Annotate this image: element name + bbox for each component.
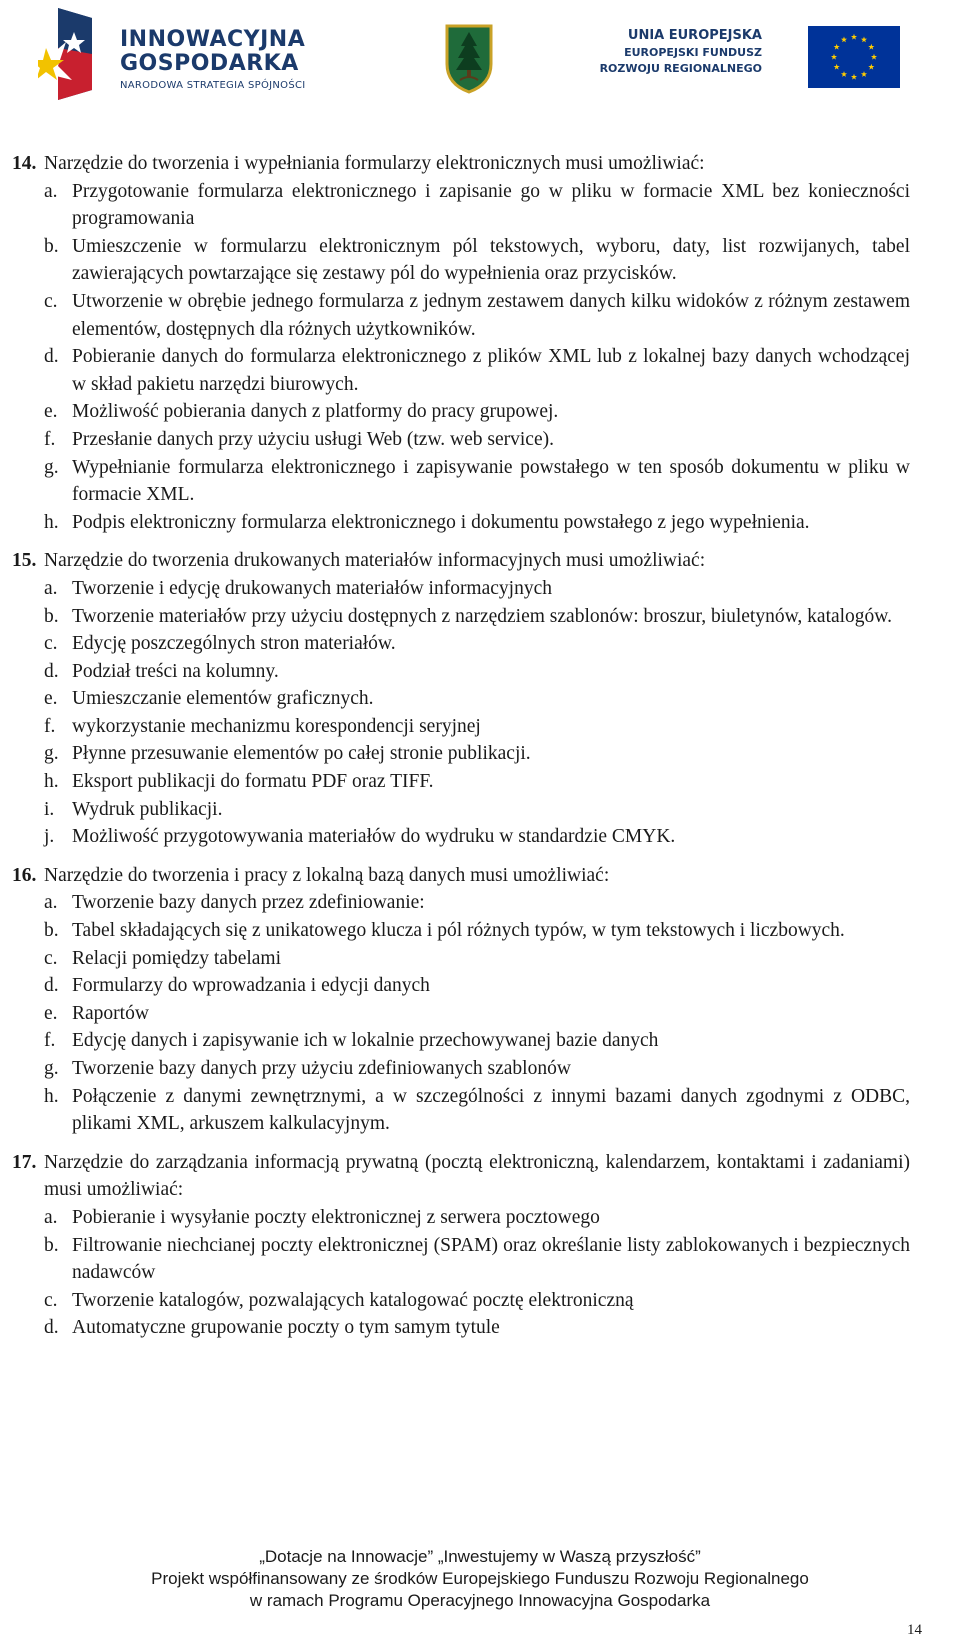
list-item-text: Automatyczne grupowanie poczty o tym samym tytule	[72, 1317, 500, 1339]
section-heading	[0, 150, 960, 178]
list-item-letter: d.	[44, 660, 59, 682]
section-number: 17.	[12, 1151, 37, 1173]
list-item-letter: i.	[44, 798, 55, 820]
section-number: 14.	[12, 153, 37, 174]
list-item	[0, 1287, 960, 1315]
list-item	[0, 740, 960, 768]
list-item-text: Tworzenie materiałów przy użyciu dostępnych z narzędziem szablonów: broszur, biuletynów, katalogów.	[72, 605, 892, 627]
list-item	[0, 509, 960, 537]
list-item	[0, 603, 960, 631]
list-item-text: Tworzenie katalogów, pozwalających katalogować pocztę elektroniczną	[72, 1289, 634, 1311]
eu-logo-line2: EUROPEJSKI FUNDUSZ	[624, 46, 762, 59]
list-item-letter: c.	[44, 1289, 58, 1311]
eu-logo-line3: ROZWOJU REGIONALNEGO	[599, 62, 762, 75]
list-item-letter: g.	[44, 456, 59, 478]
section-title: Narzędzie do tworzenia drukowanych materiałów informacyjnych musi umożliwiać:	[44, 550, 706, 572]
list-item	[0, 945, 960, 973]
list-item	[0, 917, 960, 945]
list-item-text: Możliwość pobierania danych z platformy do pracy grupowej.	[72, 401, 559, 423]
ig-logo-flag-icon	[38, 8, 118, 100]
list-item-letter: h.	[44, 511, 59, 533]
list-item-text: Filtrowanie niechcianej poczty elektronicznej (SPAM) oraz określanie listy zablokowanych i bezpiecznych nadawców	[72, 1234, 910, 1284]
list-item-letter: e.	[44, 688, 58, 710]
section-title: Narzędzie do zarządzania informacją prywatną (pocztą elektroniczną, kalendarzem, kontaktami i zadaniami) musi umożliwiać:	[44, 1151, 910, 1201]
list-item	[0, 713, 960, 741]
list-item-letter: e.	[44, 1002, 58, 1024]
list-item	[0, 1027, 960, 1055]
list-item	[0, 630, 960, 658]
list-item	[0, 426, 960, 454]
section-number: 16.	[12, 864, 37, 886]
eu-flag-icon	[808, 26, 900, 88]
list-item-text: Umieszczenie w formularzu elektronicznym pól tekstowych, wyboru, daty, list rozwijanych, tabel zawierających powtarzające się zestawy pól do wypełnienia oraz przycisków.	[72, 235, 910, 285]
footer-slogan: „Dotacje na Innowacje” „Inwestujemy w Waszą przyszłość”	[259, 1547, 701, 1566]
coat-of-arms-crest	[444, 24, 494, 94]
list-item-letter: d.	[44, 346, 59, 368]
requirement-section	[0, 1149, 960, 1342]
list-item-text: Tabel składających się z unikatowego klucza i pól różnych typów, w tym tekstowych i liczbowych.	[72, 920, 845, 942]
list-item-letter: c.	[44, 290, 58, 312]
section-heading	[0, 547, 960, 575]
section-heading	[0, 862, 960, 890]
list-item-text: Możliwość przygotowywania materiałów do wydruku w standardzie CMYK.	[72, 826, 676, 848]
list-item-text: Przygotowanie formularza elektronicznego i zapisanie go w pliku w formacie XML bez konieczności programowania	[72, 180, 910, 230]
list-item-text: Pobieranie danych do formularza elektronicznego z plików XML lub z lokalnej bazy danych wchodzącej w skład pakietu narzędzi biurowych.	[72, 346, 910, 395]
list-item	[0, 685, 960, 713]
list-item-letter: c.	[44, 947, 58, 969]
section-number: 15.	[12, 550, 37, 572]
list-item-text: Tworzenie i edycję drukowanych materiałów informacyjnych	[72, 577, 552, 599]
list-item	[0, 768, 960, 796]
list-item	[0, 1204, 960, 1232]
list-item	[0, 454, 960, 509]
list-item-letter: f.	[44, 715, 56, 737]
list-item-text: Eksport publikacji do formatu PDF oraz TIFF.	[72, 771, 434, 793]
list-item-text: Płynne przesuwanie elementów po całej stronie publikacji.	[72, 743, 531, 765]
list-item-letter: b.	[44, 235, 59, 257]
list-item	[0, 823, 960, 851]
ig-logo-line1: INNOWACYJNA	[120, 27, 306, 52]
list-item-text: wykorzystanie mechanizmu korespondencji seryjnej	[72, 715, 481, 737]
list-item-text: Edycję danych i zapisywanie ich w lokalnie przechowywanej bazie danych	[72, 1030, 659, 1052]
list-item-text: Przesłanie danych przy użyciu usługi Web (tzw. web service).	[72, 428, 554, 450]
list-item-letter: h.	[44, 771, 59, 793]
list-item-letter: a.	[44, 892, 58, 914]
list-item	[0, 178, 960, 233]
eu-logo-line1: UNIA EUROPEJSKA	[627, 28, 762, 43]
list-item	[0, 575, 960, 603]
list-item-letter: j.	[44, 826, 55, 848]
list-item-text: Relacji pomiędzy tabelami	[72, 947, 282, 969]
footer-cofinancing-note: Projekt współfinansowany ze środków Europejskiego Funduszu Rozwoju Regionalnego	[151, 1569, 809, 1588]
requirement-section	[0, 547, 960, 851]
list-item-text: Tworzenie bazy danych przez zdefiniowanie:	[72, 892, 425, 914]
list-item-letter: g.	[44, 743, 59, 765]
section-heading	[0, 1149, 960, 1204]
section-title: Narzędzie do tworzenia i pracy z lokalną bazą danych musi umożliwiać:	[44, 864, 610, 886]
ig-logo-line3: NARODOWA STRATEGIA SPÓJNOŚCI	[120, 80, 306, 91]
list-item-text: Wypełnianie formularza elektronicznego i zapisywanie powstałego w ten sposób dokumentu w pliku w formacie XML.	[72, 456, 910, 506]
list-item	[0, 796, 960, 824]
ig-logo-line2: GOSPODARKA	[120, 51, 299, 76]
requirement-section	[0, 862, 960, 1138]
list-item	[0, 889, 960, 917]
list-item-letter: e.	[44, 401, 58, 423]
list-item-text: Utworzenie w obrębie jednego formularza z jednym zestawem danych kilku widoków z różnym zestawem elementów, dostępnych dla różnych użytkowników.	[72, 290, 910, 340]
page-number: 14	[907, 1622, 922, 1638]
list-item-text: Połączenie z danymi zewnętrznymi, a w szczególności z innymi bazami danych zgodnymi z ODBC, plikami XML, arkuszem kalkulacyjnym.	[72, 1085, 910, 1135]
list-item-letter: h.	[44, 1085, 59, 1107]
list-item	[0, 658, 960, 686]
list-item-letter: g.	[44, 1058, 59, 1079]
list-item	[0, 288, 960, 343]
eu-erdf-logo	[599, 26, 900, 96]
list-item-letter: f.	[44, 1030, 56, 1052]
list-item-text: Formularzy do wprowadzania i edycji danych	[72, 975, 430, 997]
list-item	[0, 343, 960, 398]
list-item-text: Tworzenie bazy danych przy użyciu zdefiniowanych szablonów	[72, 1058, 571, 1079]
list-item-letter: a.	[44, 180, 58, 202]
list-item-text: Raportów	[72, 1002, 149, 1024]
list-item-letter: b.	[44, 1234, 59, 1256]
list-item	[0, 972, 960, 1000]
document-body	[0, 150, 960, 1353]
page-footer	[0, 1546, 960, 1612]
list-item-text: Edycję poszczególnych stron materiałów.	[72, 633, 396, 655]
list-item-text: Wydruk publikacji.	[72, 798, 223, 820]
list-item	[0, 1000, 960, 1028]
list-item	[0, 1083, 960, 1138]
list-item-letter: d.	[44, 1317, 59, 1339]
list-item-letter: c.	[44, 633, 58, 655]
list-item	[0, 1055, 960, 1083]
list-item-letter: d.	[44, 975, 59, 997]
list-item	[0, 1314, 960, 1342]
requirement-section	[0, 150, 960, 536]
list-item	[0, 398, 960, 426]
list-item-letter: a.	[44, 1206, 58, 1228]
list-item-letter: a.	[44, 577, 58, 599]
list-item-text: Pobieranie i wysyłanie poczty elektronicznej z serwera pocztowego	[72, 1206, 600, 1228]
footer-program-note: w ramach Programu Operacyjnego Innowacyjna Gospodarka	[249, 1591, 711, 1610]
innowacyjna-gospodarka-logo	[38, 8, 338, 100]
list-item-letter: b.	[44, 605, 59, 627]
section-title: Narzędzie do tworzenia i wypełniania formularzy elektronicznych musi umożliwiać:	[44, 153, 705, 174]
list-item-letter: f.	[44, 428, 56, 450]
list-item	[0, 1232, 960, 1287]
list-item-text: Umieszczanie elementów graficznych.	[72, 688, 374, 710]
list-item-text: Podział treści na kolumny.	[72, 660, 279, 682]
page-header	[0, 8, 960, 100]
crest-tree-icon	[444, 24, 494, 94]
list-item-letter: b.	[44, 920, 59, 942]
list-item	[0, 233, 960, 288]
list-item-text: Podpis elektroniczny formularza elektronicznego i dokumentu powstałego z jego wypełnienia.	[72, 511, 810, 533]
